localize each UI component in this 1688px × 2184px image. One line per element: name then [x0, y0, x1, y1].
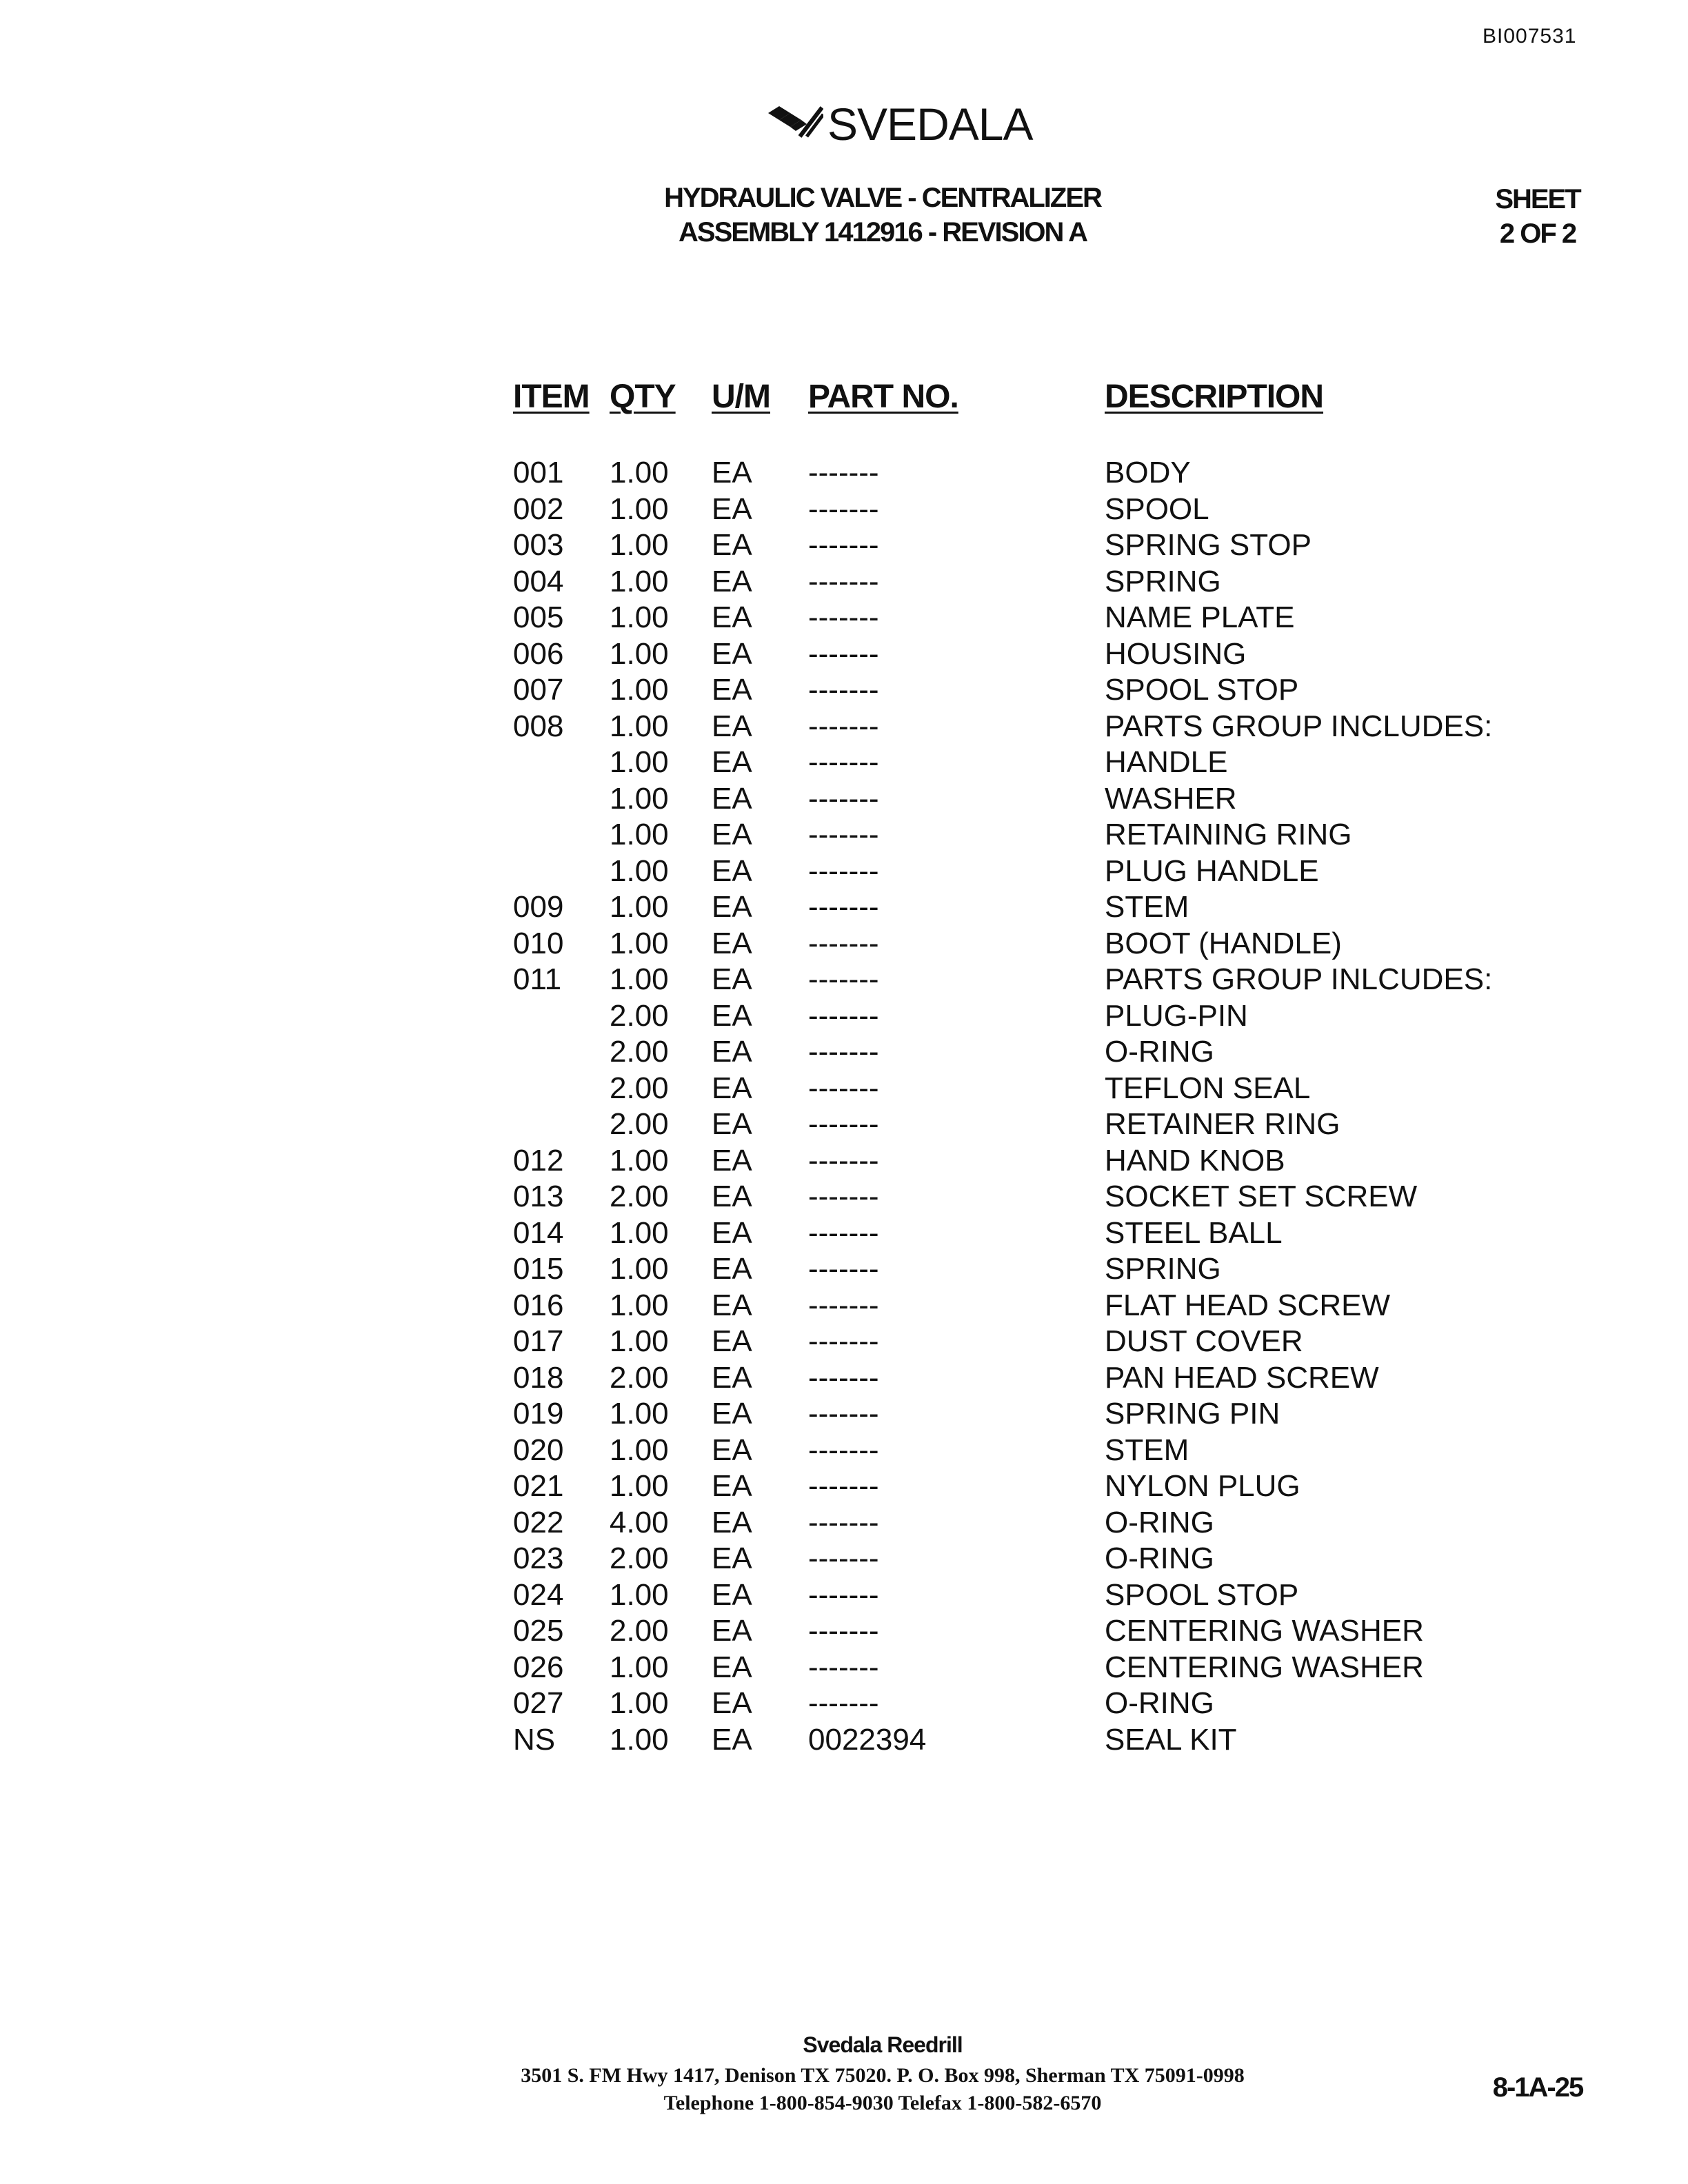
- cell-description: PARTS GROUP INLCUDES:: [1105, 962, 1493, 996]
- cell-part-no: -------: [808, 1686, 879, 1720]
- cell-um: EA: [712, 1541, 752, 1575]
- cell-part-no: 0022394: [808, 1722, 927, 1757]
- table-row: [513, 455, 1478, 492]
- cell-part-no: -------: [808, 1577, 879, 1612]
- cell-part-no: -------: [808, 1505, 879, 1539]
- cell-um: EA: [712, 709, 752, 743]
- cell-part-no: -------: [808, 853, 879, 888]
- cell-description: BOOT (HANDLE): [1105, 926, 1342, 960]
- table-row: [513, 1288, 1478, 1324]
- footer-company: Svedala Reedrill: [803, 2032, 963, 2057]
- cell-part-no: -------: [808, 962, 879, 996]
- cell-qty: 1.00: [610, 1686, 669, 1720]
- cell-um: EA: [712, 564, 752, 598]
- cell-um: EA: [712, 1143, 752, 1177]
- cell-description: NYLON PLUG: [1105, 1469, 1300, 1503]
- cell-part-no: -------: [808, 492, 879, 526]
- cell-item: 024: [513, 1577, 564, 1612]
- cell-qty: 2.00: [610, 1614, 669, 1648]
- cell-description: NAME PLATE: [1105, 600, 1295, 634]
- table-row: [513, 1505, 1478, 1541]
- company-logo: [765, 97, 1032, 152]
- cell-part-no: -------: [808, 528, 879, 562]
- page-number: 8-1A-25: [1492, 2072, 1583, 2103]
- table-row: [513, 1433, 1478, 1469]
- table-body: [513, 455, 1493, 1758]
- cell-part-no: -------: [808, 1107, 879, 1141]
- header-part-no: PART NO.: [808, 378, 958, 415]
- cell-description: STEM: [1105, 1433, 1189, 1467]
- table-row: [513, 1179, 1478, 1215]
- cell-item: 003: [513, 528, 564, 562]
- table-row: [513, 1034, 1478, 1071]
- cell-part-no: -------: [808, 1215, 879, 1250]
- cell-qty: 1.00: [610, 636, 669, 671]
- cell-um: EA: [712, 456, 752, 489]
- cell-um: EA: [712, 1650, 752, 1684]
- cell-description: RETAINER RING: [1105, 1107, 1340, 1141]
- cell-qty: 4.00: [610, 1505, 669, 1539]
- cell-item: 010: [513, 926, 564, 960]
- cell-um: EA: [712, 528, 752, 562]
- cell-item: 009: [513, 890, 564, 924]
- cell-qty: 1.00: [610, 709, 669, 743]
- cell-um: EA: [712, 1397, 752, 1430]
- cell-um: EA: [712, 1288, 752, 1322]
- cell-description: CENTERING WASHER: [1105, 1650, 1424, 1684]
- table-row: [513, 709, 1493, 745]
- table-row: [513, 600, 1478, 636]
- cell-description: PLUG-PIN: [1105, 998, 1248, 1033]
- cell-item: 022: [513, 1505, 564, 1539]
- svedala-diamond-logo-icon: [765, 103, 823, 145]
- cell-um: EA: [712, 1107, 752, 1141]
- cell-um: EA: [712, 926, 752, 960]
- cell-part-no: -------: [808, 745, 879, 779]
- cell-description: TEFLON SEAL: [1105, 1071, 1311, 1105]
- document-title: [607, 181, 1158, 250]
- cell-description: SPOOL STOP: [1105, 673, 1299, 707]
- cell-qty: 2.00: [610, 1360, 669, 1395]
- cell-part-no: -------: [808, 1360, 879, 1395]
- cell-part-no: -------: [808, 998, 879, 1033]
- cell-qty: 1.00: [610, 1324, 669, 1358]
- cell-qty: 1.00: [610, 1215, 669, 1250]
- cell-part-no: -------: [808, 818, 879, 851]
- table-row: [513, 492, 1478, 528]
- cell-description: HOUSING: [1105, 636, 1247, 671]
- title-line-2: ASSEMBLY 1412916 - REVISION A: [679, 217, 1087, 247]
- header-qty: QTY: [610, 378, 676, 415]
- cell-description: O-RING: [1105, 1035, 1214, 1069]
- table-row: [513, 817, 1478, 853]
- cell-qty: 1.00: [610, 1252, 669, 1286]
- cell-part-no: -------: [808, 1252, 879, 1286]
- cell-item: 007: [513, 673, 564, 707]
- cell-item: 023: [513, 1541, 564, 1575]
- cell-item: 005: [513, 600, 564, 634]
- cell-description: SPRING: [1105, 564, 1221, 598]
- cell-part-no: -------: [808, 1288, 879, 1322]
- cell-um: EA: [712, 1360, 752, 1395]
- cell-um: EA: [712, 745, 752, 779]
- cell-description: DUST COVER: [1105, 1324, 1303, 1358]
- table-row: [513, 889, 1478, 926]
- title-line-1: HYDRAULIC VALVE - CENTRALIZER: [664, 183, 1101, 213]
- table-row: [513, 1251, 1478, 1288]
- cell-item: 014: [513, 1215, 564, 1250]
- cell-description: SEAL KIT: [1105, 1722, 1237, 1757]
- cell-description: SPRING STOP: [1105, 528, 1312, 562]
- cell-um: EA: [712, 998, 752, 1033]
- cell-description: SPRING PIN: [1105, 1397, 1280, 1430]
- cell-item: 012: [513, 1143, 564, 1177]
- cell-qty: 1.00: [610, 492, 669, 526]
- cell-qty: 1.00: [610, 1397, 669, 1430]
- cell-um: EA: [712, 1071, 752, 1105]
- cell-part-no: -------: [808, 1324, 879, 1358]
- cell-qty: 1.00: [610, 745, 669, 779]
- cell-item: 008: [513, 709, 564, 743]
- cell-description: SPOOL STOP: [1105, 1577, 1299, 1612]
- cell-um: EA: [712, 853, 752, 888]
- cell-part-no: -------: [808, 564, 879, 598]
- cell-qty: 1.00: [610, 890, 669, 924]
- table-row: [513, 1686, 1478, 1722]
- cell-description: SOCKET SET SCREW: [1105, 1180, 1418, 1213]
- table-row: [513, 998, 1478, 1035]
- cell-qty: 2.00: [610, 1180, 669, 1213]
- cell-qty: 1.00: [610, 1722, 669, 1757]
- cell-part-no: -------: [808, 926, 879, 960]
- cell-item: 011: [513, 962, 562, 996]
- table-row: [513, 1106, 1478, 1143]
- cell-item: 004: [513, 564, 564, 598]
- cell-um: EA: [712, 600, 752, 634]
- cell-description: CENTERING WASHER: [1105, 1614, 1424, 1648]
- table-row: [513, 1541, 1478, 1577]
- header-um: U/M: [712, 378, 770, 415]
- cell-description: SPRING: [1105, 1252, 1221, 1286]
- cell-um: EA: [712, 1252, 752, 1286]
- cell-part-no: -------: [808, 1180, 879, 1213]
- sheet-label: SHEET: [1495, 184, 1580, 214]
- cell-um: EA: [712, 1433, 752, 1467]
- cell-description: STEEL BALL: [1105, 1215, 1283, 1250]
- cell-description: RETAINING RING: [1105, 818, 1352, 851]
- cell-description: HANDLE: [1105, 745, 1228, 779]
- header-description: DESCRIPTION: [1105, 378, 1324, 415]
- footer-address: 3501 S. FM Hwy 1417, Denison TX 75020. P. O. Box 998, Sherman TX 75091-0998: [521, 2064, 1245, 2087]
- cell-description: O-RING: [1105, 1686, 1214, 1720]
- cell-part-no: -------: [808, 1614, 879, 1648]
- logo-wordmark: SVEDALA: [827, 99, 1033, 150]
- cell-item: 016: [513, 1288, 564, 1322]
- cell-um: EA: [712, 781, 752, 816]
- cell-um: EA: [712, 1577, 752, 1612]
- cell-description: STEM: [1105, 890, 1189, 924]
- cell-um: EA: [712, 1722, 752, 1757]
- cell-description: O-RING: [1105, 1505, 1214, 1539]
- cell-qty: 1.00: [610, 600, 669, 634]
- cell-description: O-RING: [1105, 1541, 1214, 1575]
- cell-qty: 1.00: [610, 1469, 669, 1503]
- table-row: [513, 1396, 1478, 1433]
- table-row: [513, 672, 1478, 709]
- cell-description: PARTS GROUP INCLUDES:: [1105, 709, 1493, 743]
- cell-item: 020: [513, 1433, 564, 1467]
- cell-qty: 2.00: [610, 1035, 669, 1069]
- table-row: [513, 1360, 1478, 1397]
- table-row: [513, 926, 1478, 962]
- cell-part-no: -------: [808, 1397, 879, 1430]
- sheet-count: 2 OF 2: [1499, 219, 1576, 249]
- cell-um: EA: [712, 1505, 752, 1539]
- cell-part-no: -------: [808, 636, 879, 671]
- cell-um: EA: [712, 1469, 752, 1503]
- table-row: [513, 1577, 1478, 1614]
- cell-description: FLAT HEAD SCREW: [1105, 1288, 1390, 1322]
- table-row: [513, 1324, 1478, 1360]
- table-row: [513, 853, 1478, 890]
- cell-part-no: -------: [808, 673, 879, 707]
- cell-item: 002: [513, 492, 564, 526]
- cell-um: EA: [712, 1035, 752, 1069]
- cell-qty: 1.00: [610, 1288, 669, 1322]
- cell-qty: 1.00: [610, 564, 669, 598]
- cell-qty: 2.00: [610, 998, 669, 1033]
- table-row: [513, 962, 1493, 998]
- cell-part-no: -------: [808, 1541, 879, 1575]
- cell-qty: 1.00: [610, 1143, 669, 1177]
- cell-part-no: -------: [808, 1469, 879, 1503]
- cell-part-no: -------: [808, 1035, 879, 1069]
- cell-part-no: -------: [808, 456, 879, 489]
- document-id: BI007531: [1483, 25, 1577, 48]
- table-row: [513, 1143, 1478, 1180]
- cell-um: EA: [712, 1614, 752, 1648]
- cell-item: 001: [513, 456, 564, 489]
- cell-qty: 1.00: [610, 781, 669, 816]
- cell-qty: 2.00: [610, 1541, 669, 1575]
- table-row: [513, 527, 1478, 564]
- cell-part-no: -------: [808, 1650, 879, 1684]
- sheet-indicator: [1476, 182, 1600, 251]
- cell-description: PLUG HANDLE: [1105, 853, 1319, 888]
- table-row: [513, 1071, 1478, 1107]
- table-row: [513, 564, 1478, 600]
- table-row: [513, 1215, 1478, 1252]
- table-row: [513, 1468, 1478, 1505]
- cell-um: EA: [712, 890, 752, 924]
- cell-description: PAN HEAD SCREW: [1105, 1360, 1379, 1395]
- cell-um: EA: [712, 636, 752, 671]
- table-row: [513, 745, 1478, 781]
- cell-um: EA: [712, 1215, 752, 1250]
- cell-qty: 1.00: [610, 528, 669, 562]
- cell-item: 026: [513, 1650, 564, 1684]
- cell-part-no: -------: [808, 600, 879, 634]
- cell-um: EA: [712, 962, 752, 996]
- cell-part-no: -------: [808, 781, 879, 816]
- cell-item: NS: [513, 1722, 556, 1757]
- cell-qty: 1.00: [610, 1433, 669, 1467]
- cell-qty: 1.00: [610, 456, 669, 489]
- cell-part-no: -------: [808, 1143, 879, 1177]
- cell-item: 017: [513, 1324, 564, 1358]
- cell-item: 021: [513, 1469, 564, 1503]
- cell-qty: 1.00: [610, 853, 669, 888]
- cell-um: EA: [712, 1180, 752, 1213]
- cell-qty: 2.00: [610, 1071, 669, 1105]
- table-row: [513, 781, 1478, 818]
- cell-item: 006: [513, 636, 564, 671]
- header-item: ITEM: [513, 378, 590, 415]
- cell-qty: 1.00: [610, 818, 669, 851]
- cell-item: 019: [513, 1397, 564, 1430]
- cell-qty: 1.00: [610, 962, 669, 996]
- cell-qty: 1.00: [610, 926, 669, 960]
- cell-description: HAND KNOB: [1105, 1143, 1285, 1177]
- cell-item: 027: [513, 1686, 564, 1720]
- cell-qty: 1.00: [610, 1650, 669, 1684]
- footer-phone: Telephone 1-800-854-9030 Telefax 1-800-582-6570: [663, 2092, 1102, 2114]
- table-row: [513, 1650, 1478, 1686]
- cell-description: WASHER: [1105, 781, 1237, 816]
- cell-item: 015: [513, 1252, 564, 1286]
- table-row: [513, 636, 1478, 673]
- cell-qty: 1.00: [610, 1577, 669, 1612]
- cell-um: EA: [712, 1686, 752, 1720]
- cell-part-no: -------: [808, 1433, 879, 1467]
- table-row: [513, 1613, 1478, 1650]
- cell-um: EA: [712, 673, 752, 707]
- cell-item: 018: [513, 1360, 564, 1395]
- cell-um: EA: [712, 1324, 752, 1358]
- cell-part-no: -------: [808, 890, 879, 924]
- cell-description: SPOOL: [1105, 492, 1209, 526]
- cell-qty: 1.00: [610, 673, 669, 707]
- cell-item: 013: [513, 1180, 564, 1213]
- cell-um: EA: [712, 492, 752, 526]
- cell-description: BODY: [1105, 456, 1191, 489]
- cell-part-no: -------: [808, 709, 879, 743]
- cell-part-no: -------: [808, 1071, 879, 1105]
- cell-qty: 2.00: [610, 1107, 669, 1141]
- table-row: [513, 1722, 1478, 1759]
- cell-um: EA: [712, 818, 752, 851]
- cell-item: 025: [513, 1614, 564, 1648]
